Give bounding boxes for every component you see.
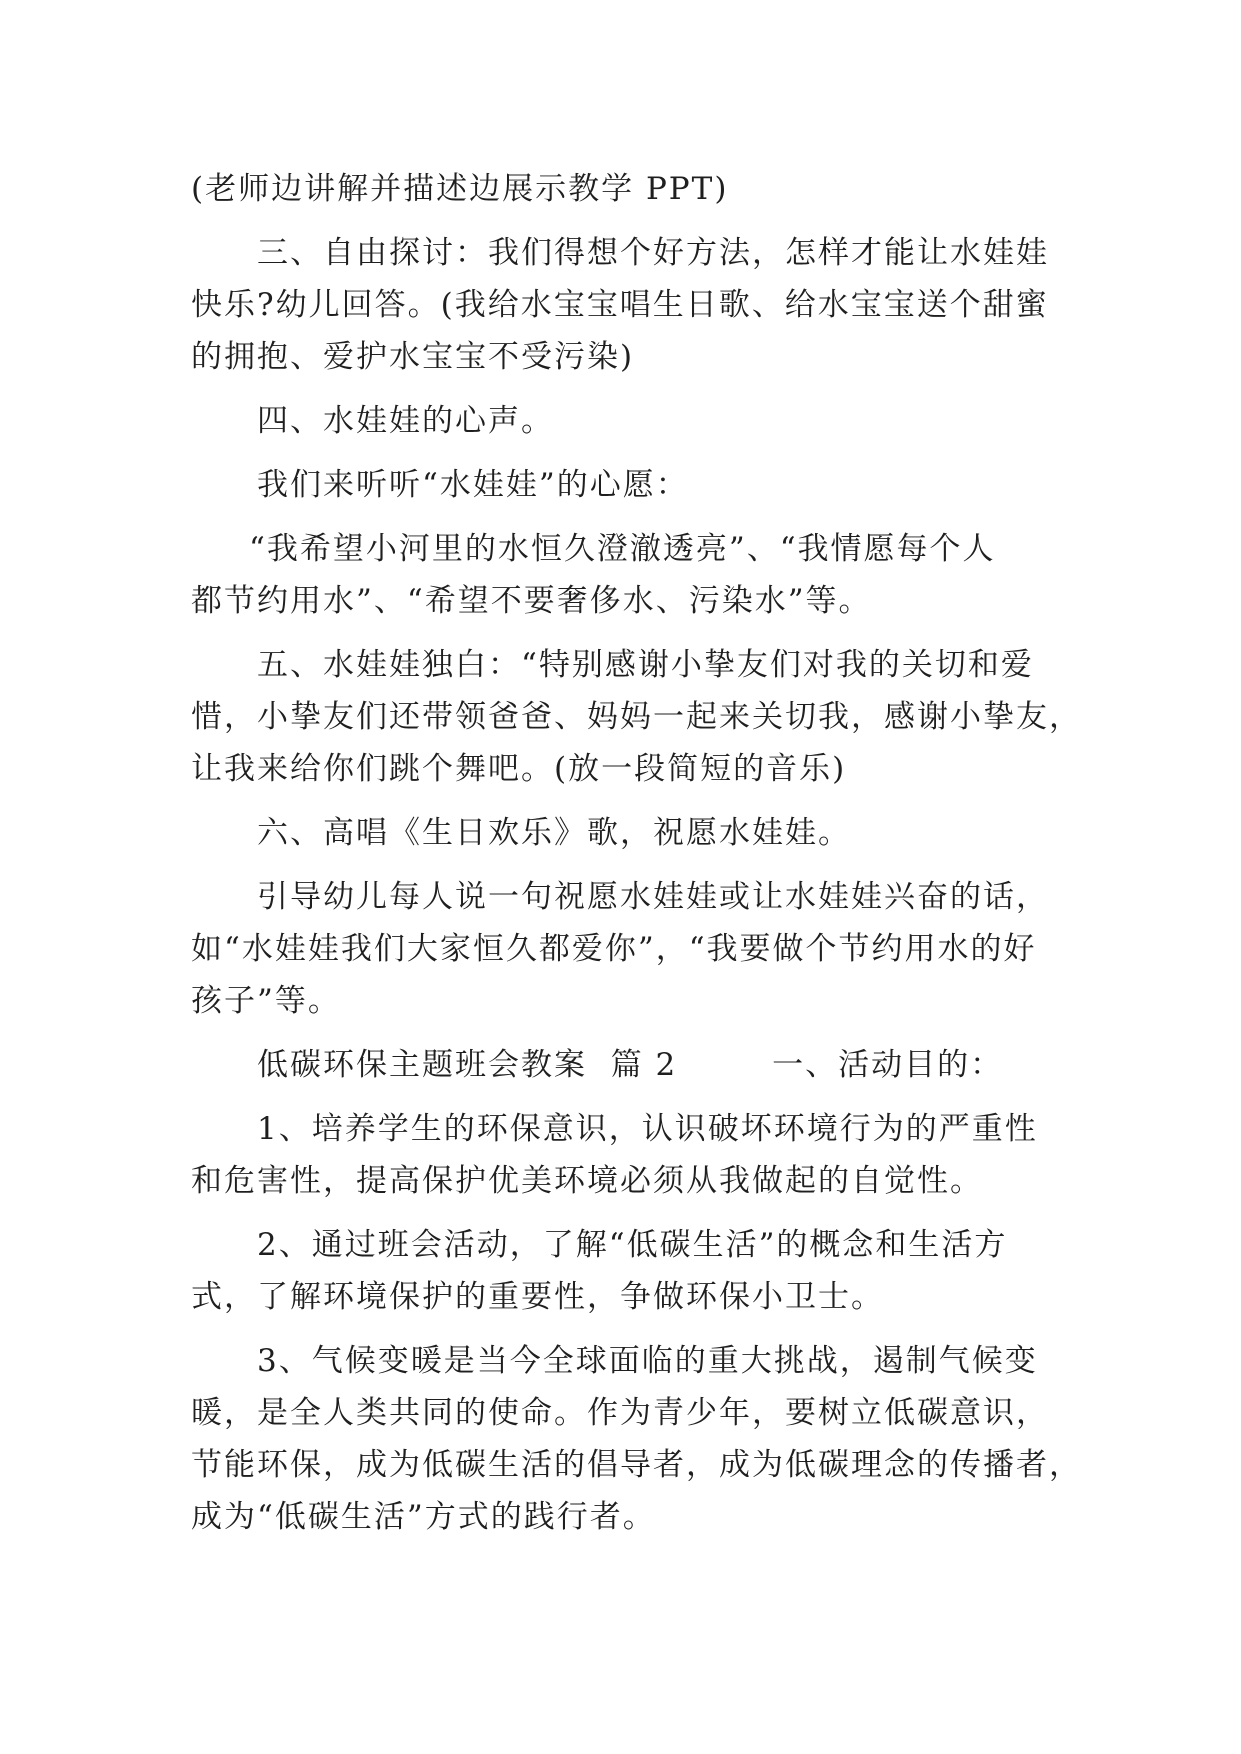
text-line: 节能环保，成为低碳生活的倡导者，成为低碳理念的传播者， — [191, 1447, 1082, 1483]
text-line: 让我来给你们跳个舞吧。(放一段简短的音乐) — [191, 751, 847, 787]
text-line: 三、自由探讨：我们得想个好方法，怎样才能让水娃娃 — [257, 235, 1049, 271]
section-heading: 低碳环保主题班会教案 篇 2 一、活动目的： — [257, 1047, 1004, 1083]
text-line: 式，了解环境保护的重要性，争做环保小卫士。 — [191, 1279, 884, 1315]
text-line: 六、高唱《生日欢乐》歌，祝愿水娃娃。 — [257, 815, 851, 851]
text-line: “我希望小河里的水恒久澄澈透亮”、“我情愿每个人 — [249, 531, 996, 567]
text-line: 和危害性，提高保护优美环境必须从我做起的自觉性。 — [191, 1163, 983, 1199]
text-line: 3、气候变暖是当今全球面临的重大挑战，遏制气候变 — [257, 1343, 1038, 1379]
text-line: 惜，小挚友们还带领爸爸、妈妈一起来关切我，感谢小挚友， — [191, 699, 1082, 735]
text-line: 暖，是全人类共同的使命。作为青少年，要树立低碳意识， — [191, 1395, 1049, 1431]
text-line: 快乐?幼儿回答。(我给水宝宝唱生日歌、给水宝宝送个甜蜜 — [191, 287, 1049, 323]
text-line: 五、水娃娃独白：“特别感谢小挚友们对我的关切和爱 — [257, 647, 1034, 683]
text-line: 如“水娃娃我们大家恒久都爱你”，“我要做个节约用水的好 — [191, 931, 1037, 967]
text-line: 1、培养学生的环保意识，认识破坏环境行为的严重性 — [257, 1111, 1038, 1147]
text-line: 2、通过班会活动，了解“低碳生活”的概念和生活方 — [257, 1227, 1008, 1263]
document-body — [191, 163, 1082, 1555]
text-line: 成为“低碳生活”方式的践行者。 — [191, 1499, 656, 1535]
text-line: 引导幼儿每人说一句祝愿水娃娃或让水娃娃兴奋的话， — [257, 879, 1049, 915]
text-line: 我们来听听“水娃娃”的心愿： — [257, 467, 689, 503]
text-line: 孩子”等。 — [191, 983, 341, 1019]
text-line: 都节约用水”、“希望不要奢侈水、污染水”等。 — [191, 583, 872, 619]
text-line: 四、水娃娃的心声。 — [257, 403, 554, 439]
text-line: (老师边讲解并描述边展示教学 PPT) — [191, 171, 729, 207]
text-line: 的拥抱、爱护水宝宝不受污染) — [191, 339, 635, 375]
